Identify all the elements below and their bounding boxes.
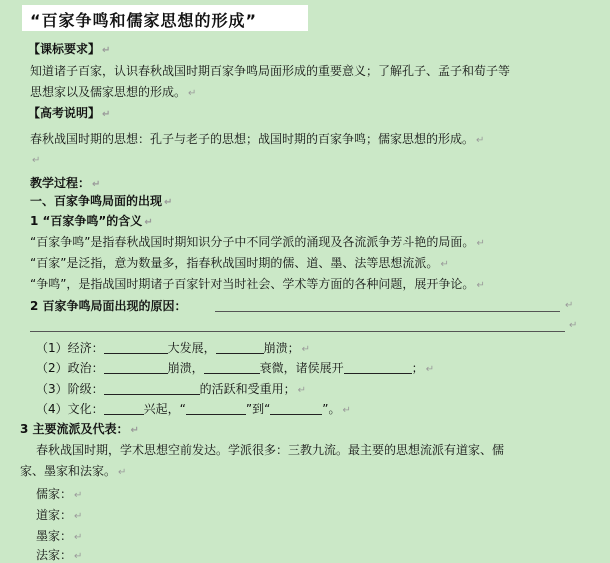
school-daoism: 道家： ↵	[36, 508, 83, 522]
reason-culture: （4）文化： 兴起，“ ”到“ ”。 ↵	[36, 402, 351, 416]
paragraph-mark-icon: ↵	[569, 320, 578, 331]
definition-line-2: “百家”是泛指，意为数量多，指春秋战国时期的儒、道、墨、法等思想流派。 ↵	[30, 256, 449, 270]
requirements-line-2: 思想家以及儒家思想的形成。 ↵	[30, 85, 197, 99]
paragraph-mark-icon: ↵	[118, 467, 127, 478]
definition-line-1: “百家争鸣”是指春秋战国时期知识分子中不同学派的涌现及各流派争芳斗艳的局面。 ↵	[30, 235, 485, 249]
document-title: “百家争鸣和儒家思想的形成”	[30, 11, 258, 30]
economy-blank-1[interactable]	[104, 341, 168, 354]
answer-blank-reason-2[interactable]	[30, 331, 565, 332]
paragraph-mark-icon: ↵	[144, 217, 153, 228]
subheading-2: 2 百家争鸣局面出现的原因：	[30, 299, 187, 313]
paragraph-mark-icon: ↵	[74, 551, 83, 562]
paragraph-mark-icon: ↵	[342, 405, 351, 416]
paragraph-mark-icon: ↵	[32, 155, 41, 166]
paragraph-mark-icon: ↵	[425, 364, 435, 375]
paragraph-mark-icon: ↵	[440, 259, 449, 270]
school-confucianism: 儒家： ↵	[36, 487, 83, 501]
paragraph-mark-icon: ↵	[74, 511, 83, 522]
exam-notes-heading: 【高考说明】 ↵	[28, 106, 111, 120]
exam-notes-line: 春秋战国时期的思想：孔子与老子的思想；战国时期的百家争鸣；儒家思想的形成。 ↵	[30, 132, 485, 146]
culture-blank-3[interactable]	[270, 402, 322, 415]
definition-line-3: “争鸣”，是指战国时期诸子百家针对当时社会、学术等方面的各种问题，展开争论。 ↵	[30, 277, 485, 291]
reason-class: （3）阶级： 的活跃和受重用； ↵	[36, 382, 307, 396]
schools-line-2: 家、墨家和法家。 ↵	[20, 464, 127, 478]
empty-paragraph	[30, 152, 40, 166]
subheading-1: 1 “百家争鸣”的含义 ↵	[30, 214, 153, 228]
politics-blank-1[interactable]	[104, 361, 168, 374]
paragraph-mark-icon: ↵	[74, 532, 83, 543]
teaching-process-heading: 教学过程： ↵	[30, 176, 101, 190]
school-mohism: 墨家： ↵	[36, 529, 83, 543]
paragraph-mark-icon: ↵	[565, 300, 574, 311]
school-legalism: 法家： ↵	[36, 548, 83, 562]
reason-economy: （1）经济： 大发展， 崩溃； ↵	[36, 341, 311, 355]
requirements-line-1: 知道诸子百家，认识春秋战国时期百家争鸣局面形成的重要意义；了解孔子、孟子和荀子等	[30, 64, 511, 78]
section-1-heading: 一、百家争鸣局面的出现 ↵	[30, 194, 173, 208]
reason-politics: （2）政治： 崩溃， 衰微，诸侯展开 ； ↵	[36, 361, 435, 375]
paragraph-mark-icon: ↵	[301, 344, 311, 355]
paragraph-mark-icon: ↵	[476, 238, 485, 249]
paragraph-mark-icon: ↵	[476, 280, 485, 291]
class-blank[interactable]	[104, 382, 200, 395]
paragraph-mark-icon: ↵	[164, 197, 173, 208]
subheading-3: 3 主要流派及代表： ↵	[20, 422, 139, 436]
paragraph-mark-icon: ↵	[297, 385, 307, 396]
politics-blank-3[interactable]	[344, 361, 412, 374]
paragraph-mark-icon: ↵	[74, 490, 83, 501]
paragraph-mark-icon: ↵	[102, 45, 111, 56]
course-requirements-heading: 【课标要求】 ↵	[28, 42, 111, 56]
politics-blank-2[interactable]	[204, 361, 260, 374]
culture-blank-2[interactable]	[186, 402, 246, 415]
paragraph-mark-icon: ↵	[130, 425, 139, 436]
culture-blank-1[interactable]	[104, 402, 144, 415]
paragraph-mark-icon: ↵	[476, 135, 485, 146]
schools-line-1: 春秋战国时期，学术思想空前发达。学派很多：三教九流。最主要的思想流派有道家、儒	[36, 443, 505, 457]
paragraph-mark-icon: ↵	[92, 179, 101, 190]
economy-blank-2[interactable]	[216, 341, 264, 354]
paragraph-mark-icon: ↵	[188, 88, 197, 99]
paragraph-mark-icon: ↵	[102, 109, 111, 120]
answer-blank-reason-1[interactable]	[215, 311, 560, 312]
